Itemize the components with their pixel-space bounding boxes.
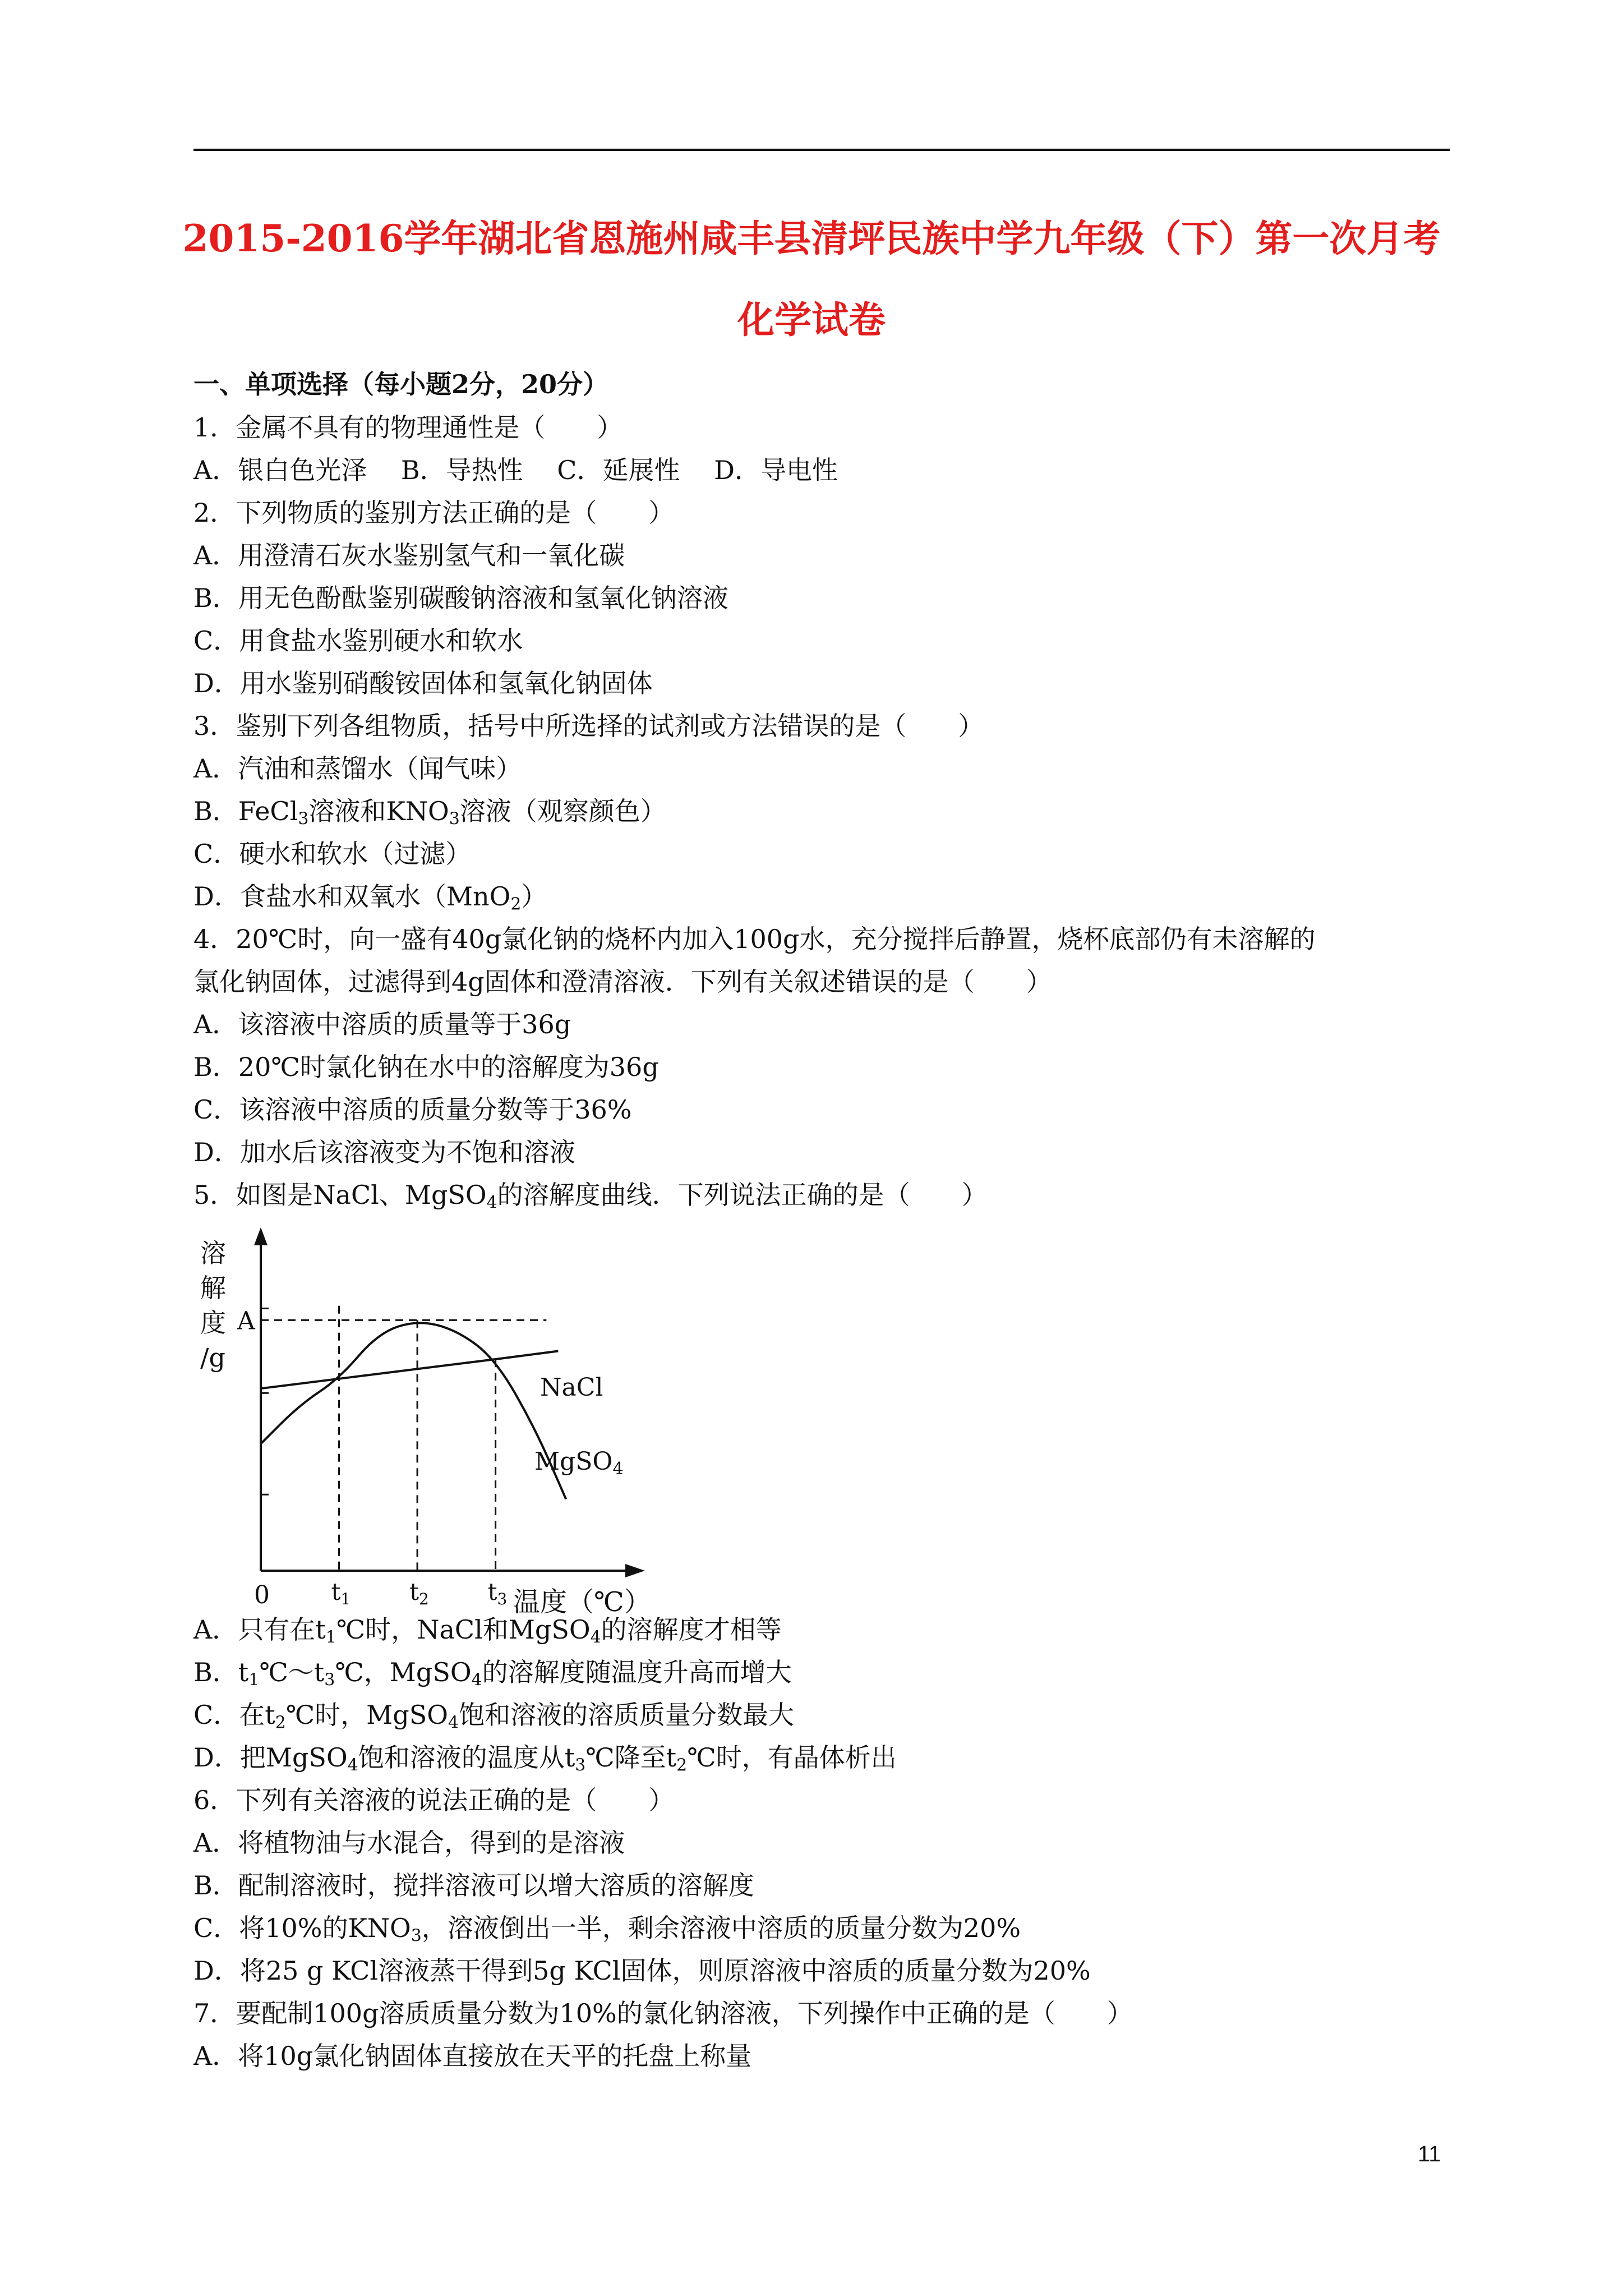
solubility-chart: [193, 1223, 653, 1621]
header-rule: [193, 149, 1450, 151]
chart-curves: [261, 1323, 566, 1499]
chart-axes: [254, 1227, 645, 1577]
question-3-option-a: A．汽油和蒸馏水（闻气味）: [193, 753, 522, 784]
question-6-option-d: D．将25 g KCl溶液蒸干得到5g KCl固体，则原溶液中溶质的质量分数为20%: [193, 1955, 1091, 1986]
question-2-option-c: C．用食盐水鉴别硬水和软水: [193, 625, 523, 656]
y-axis-label-2: 解: [200, 1273, 226, 1303]
question-5-option-d: D．把MgSO$_4$饱和溶液的温度从$t_3℃$降至$t_2℃$时，有晶体析出: [193, 1742, 897, 1775]
question-4-option-d: D．加水后该溶液变为不饱和溶液: [193, 1137, 575, 1167]
origin-label: 0: [254, 1581, 270, 1609]
series-nacl-curve: [261, 1351, 558, 1389]
y-axis-label-3: 度: [200, 1308, 226, 1338]
question-5-option-c: C．在$t_2℃$时，MgSO$_4$饱和溶液的溶质质量分数最大: [193, 1700, 794, 1733]
question-4-option-c: C．该溶液中溶质的质量分数等于36%: [193, 1094, 632, 1125]
x-tick-label-t1: t1: [331, 1578, 351, 1608]
x-tick-label-t2: t2: [409, 1578, 429, 1608]
series-label-mgso4: MgSO4: [534, 1447, 624, 1479]
question-6-stem: 6．下列有关溶液的说法正确的是（ ）: [193, 1785, 675, 1815]
question-2-option-a: A．用澄清石灰水鉴别氢气和一氧化碳: [193, 540, 625, 570]
question-3-option-d: D．食盐水和双氧水（MnO$_2$）: [193, 881, 547, 914]
x-tick-label-t3: t3: [487, 1578, 508, 1608]
question-2-option-d: D．用水鉴别硝酸铵固体和氢氧化钠固体: [193, 668, 653, 698]
y-axis-label-1: 溶: [200, 1238, 226, 1268]
series-label-nacl: NaCl: [540, 1373, 603, 1402]
page-title-line2: 化学试卷: [737, 298, 886, 342]
question-2-stem: 2．下列物质的鉴别方法正确的是（ ）: [193, 498, 675, 528]
page-number: 11: [1418, 2142, 1441, 2166]
chart-labels: [200, 1238, 651, 1618]
question-7-option-a: A．将10g氯化钠固体直接放在天平的托盘上称量: [193, 2041, 752, 2071]
question-6-option-c: C．将10%的$KNO_3$，溶液倒出一半，剩余溶液中溶质的质量分数为20%: [193, 1913, 1021, 1946]
question-6-option-b: B．配制溶液时，搅拌溶液可以增大溶质的溶解度: [193, 1870, 754, 1901]
question-4-stem-line2: 氯化钠固体，过滤得到4g固体和澄清溶液．下列有关叙述错误的是（ ）: [193, 967, 1052, 997]
question-6-option-a: A．将植物油与水混合，得到的是溶液: [193, 1828, 625, 1858]
question-5-stem: 5．如图是NaCl、MgSO$_4$的溶解度曲线．下列说法正确的是（ ）: [193, 1180, 988, 1213]
question-4-option-a: A．该溶液中溶质的质量等于36g: [193, 1009, 571, 1039]
chart-guide-lines: [261, 1306, 546, 1571]
question-4-option-b: B．20℃时氯化钠在水中的溶解度为36g: [193, 1052, 659, 1082]
y-tick-label-a: A: [237, 1306, 255, 1336]
y-axis-arrow: [254, 1227, 268, 1245]
question-3-option-c: C．硬水和软水（过滤）: [193, 839, 472, 869]
section-heading: 一、单项选择（每小题2分，20分）: [193, 369, 609, 399]
question-4-stem-line1: 4．20℃时，向一盛有40g氯化钠的烧杯内加入100g水，充分搅拌后静置，烧杯底部仍有未溶解的: [193, 924, 1316, 954]
question-1-stem: 1．金属不具有的物理通性是（ ）: [193, 412, 623, 443]
x-axis-label: 温度（℃）: [513, 1586, 651, 1618]
question-7-stem: 7．要配制100g溶质质量分数为10%的氯化钠溶液，下列操作中正确的是（ ）: [193, 1998, 1133, 2028]
page-title-line1: 2015-2016学年湖北省恩施州咸丰县清坪民族中学九年级（下）第一次月考: [182, 217, 1441, 260]
question-1-options: A．银白色光泽 B．导热性 C．延展性 D．导电性: [193, 455, 838, 485]
question-3-option-b: B．FeCl$_3$溶液和$KNO_3$溶液（观察颜色）: [193, 796, 666, 829]
question-2-option-b: B．用无色酚酞鉴别碳酸钠溶液和氢氧化钠溶液: [193, 583, 728, 613]
y-axis-label-4: /g: [200, 1342, 225, 1373]
question-5-option-a: A．只有在$t_1℃$时，NaCl和MgSO$_4$的溶解度才相等: [193, 1614, 782, 1648]
question-3-stem: 3．鉴别下列各组物质，括号中所选择的试剂或方法错误的是（ ）: [193, 711, 984, 741]
x-axis-arrow: [625, 1564, 645, 1577]
series-mgso4-curve: [261, 1323, 566, 1499]
question-5-option-b: B．$t_1℃\sim t_3℃$，MgSO$_4$的溶解度随温度升高而增大: [193, 1657, 792, 1690]
